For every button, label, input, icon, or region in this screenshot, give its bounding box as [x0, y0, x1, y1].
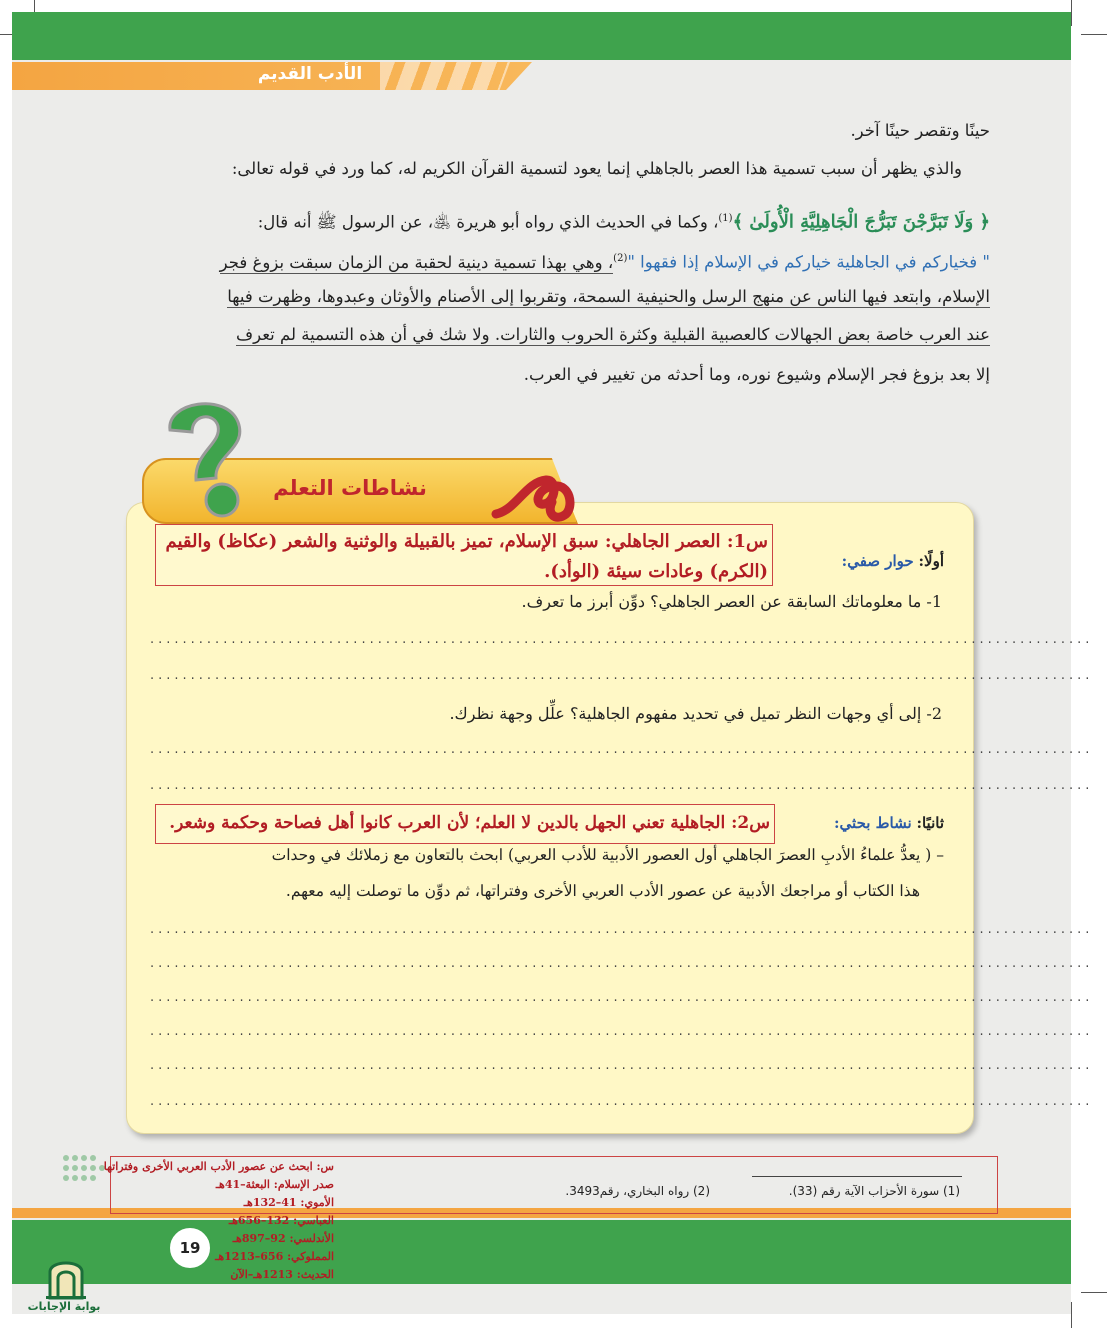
- first-activity-label: أولًا:: [918, 552, 944, 570]
- body-line-2: والذي يظهر أن سبب تسمية هذا العصر بالجاهلي إنما يعود لتسمية القرآن الكريم له، كما ورد في قوله تعالى:: [231, 159, 962, 178]
- question-mark-icon: [156, 392, 246, 520]
- site-logo-text: بوابة الإجابات: [27, 1300, 101, 1313]
- crop-mark: [1081, 1292, 1107, 1293]
- body-line-1: حينًا وتقصر حينًا آخر.: [850, 121, 990, 140]
- ministry-logo-icon: [60, 1152, 110, 1192]
- body-line-4: [126, 240, 990, 282]
- research-line-2: هذا الكتاب أو مراجعك الأدبية عن عصور الأدب العربي الأخرى وفتراتها، ثم دوِّن ما توصلت إليه معهم.: [285, 882, 920, 900]
- note-line: الأندلسي: 92–897هـ: [232, 1232, 334, 1245]
- body-line-3: [140, 200, 990, 242]
- body-line-4-text: ، وهي بهذا تسمية دينية لحقبة من الزمان سبقت بزوغ فجر: [219, 252, 614, 272]
- body-line-7: إلا بعد بزوغ فجر الإسلام وشيوع نوره، وما أحدثه من تغيير في العرب.: [523, 365, 990, 384]
- answer-line[interactable]: ....................................................................................................................: [150, 922, 1094, 937]
- first-activity-title: حوار صفي:: [841, 552, 914, 570]
- note-line: الأموي: 41–132هـ: [243, 1196, 334, 1209]
- hadith-text: " فخياركم في الجاهلية خياركم في الإسلام إذا فقهوا ": [627, 252, 990, 272]
- note-line: المملوكي: 656–1213هـ: [215, 1250, 334, 1263]
- note-line: العباسي: 132–656هـ: [228, 1214, 334, 1227]
- answer-line[interactable]: ....................................................................................................................: [150, 742, 1094, 757]
- note-line: س: ابحث عن عصور الأدب العربي الأخرى وفتراتها: [103, 1160, 334, 1173]
- handwritten-answer-1: س1: العصر الجاهلي: سبق الإسلام، تميز بالقبيلة والوثنية والشعر (عكاظ) والقيم (الكرم) وعادات سيئة (الوأد).: [155, 524, 773, 586]
- answer-line[interactable]: ....................................................................................................................: [150, 632, 1094, 647]
- question-1: 1- ما معلوماتك السابقة عن العصر الجاهلي؟ دوِّن أبرز ما تعرف.: [521, 592, 942, 611]
- second-activity-title: نشاط بحثي:: [834, 814, 912, 832]
- first-activity-heading: [800, 552, 944, 570]
- body-line-6: [126, 316, 990, 354]
- second-activity-label: ثانيًا:: [916, 814, 944, 832]
- body-line-6-text: عند العرب خاصة بعض الجهالات كالعصبية القبلية وكثرة الحروب والثارات. ولا شك في أن هذه التسمية لم تعرف: [236, 325, 990, 344]
- body-line-3-text: ، وكما في الحديث الذي رواه أبو هريرة ﵁، عن الرسول ﷺ أنه قال:: [257, 212, 719, 232]
- handwritten-answer-2: س2: الجاهلية تعني الجهل بالدين لا العلم؛ لأن العرب كانوا أهل فصاحة وحكمة وشعر.: [155, 804, 775, 844]
- banner-swirl-icon: [486, 462, 582, 524]
- crop-mark: [1071, 0, 1072, 26]
- second-activity-heading: [800, 814, 944, 832]
- note-line: صدر الإسلام: البعثة–41هـ: [215, 1178, 334, 1191]
- activities-title: نشاطات التعلم: [273, 476, 427, 500]
- footnote-2: (2) رواه البخاري، رقم3493.: [565, 1184, 710, 1198]
- crop-mark: [1081, 34, 1107, 35]
- question-2: 2- إلى أي وجهات النظر تميل في تحديد مفهوم الجاهلية؟ علِّل وجهة نظرك.: [449, 704, 942, 723]
- top-green-band: [12, 12, 1071, 60]
- footnote-ref: (1): [718, 213, 733, 224]
- footnote-ref: (2): [613, 253, 628, 264]
- site-logo-icon: [44, 1254, 88, 1300]
- answer-line[interactable]: ....................................................................................................................: [150, 990, 1094, 1005]
- quran-verse: ﴿ وَلَا تَبَرَّجْنَ تَبَرُّجَ الْجَاهِلِيَّةِ الْأُولَىٰ ﴾: [732, 211, 990, 233]
- footnote-1: (1) سورة الأحزاب الآية رقم (33).: [788, 1184, 960, 1198]
- body-line-5: [126, 278, 990, 316]
- answer-line[interactable]: ....................................................................................................................: [150, 668, 1094, 683]
- crop-mark: [1071, 1302, 1072, 1328]
- page-number: 19: [168, 1226, 212, 1270]
- answer-line[interactable]: ....................................................................................................................: [150, 1094, 1094, 1109]
- research-line-1: – ( يعدُّ علماءُ الأدبِ العصرَ الجاهلي أول العصور الأدبية للأدب العربي) ابحث بالتعاون مع زملائك في وحدات: [271, 846, 944, 864]
- answer-line[interactable]: ....................................................................................................................: [150, 1058, 1094, 1073]
- answer-line[interactable]: ....................................................................................................................: [150, 778, 1094, 793]
- answer-line[interactable]: ....................................................................................................................: [150, 1024, 1094, 1039]
- body-line-5-text: الإسلام، وابتعد فيها الناس عن منهج الرسل والحنيفية السمحة، وتقربوا إلى الأصنام والأوثان وعبدوها، وظهرت فيها: [227, 287, 990, 306]
- section-title: الأدب القديم: [257, 64, 363, 84]
- answer-line[interactable]: ....................................................................................................................: [150, 956, 1094, 971]
- note-line: الحديث: 1213هـ–الآن: [230, 1268, 334, 1281]
